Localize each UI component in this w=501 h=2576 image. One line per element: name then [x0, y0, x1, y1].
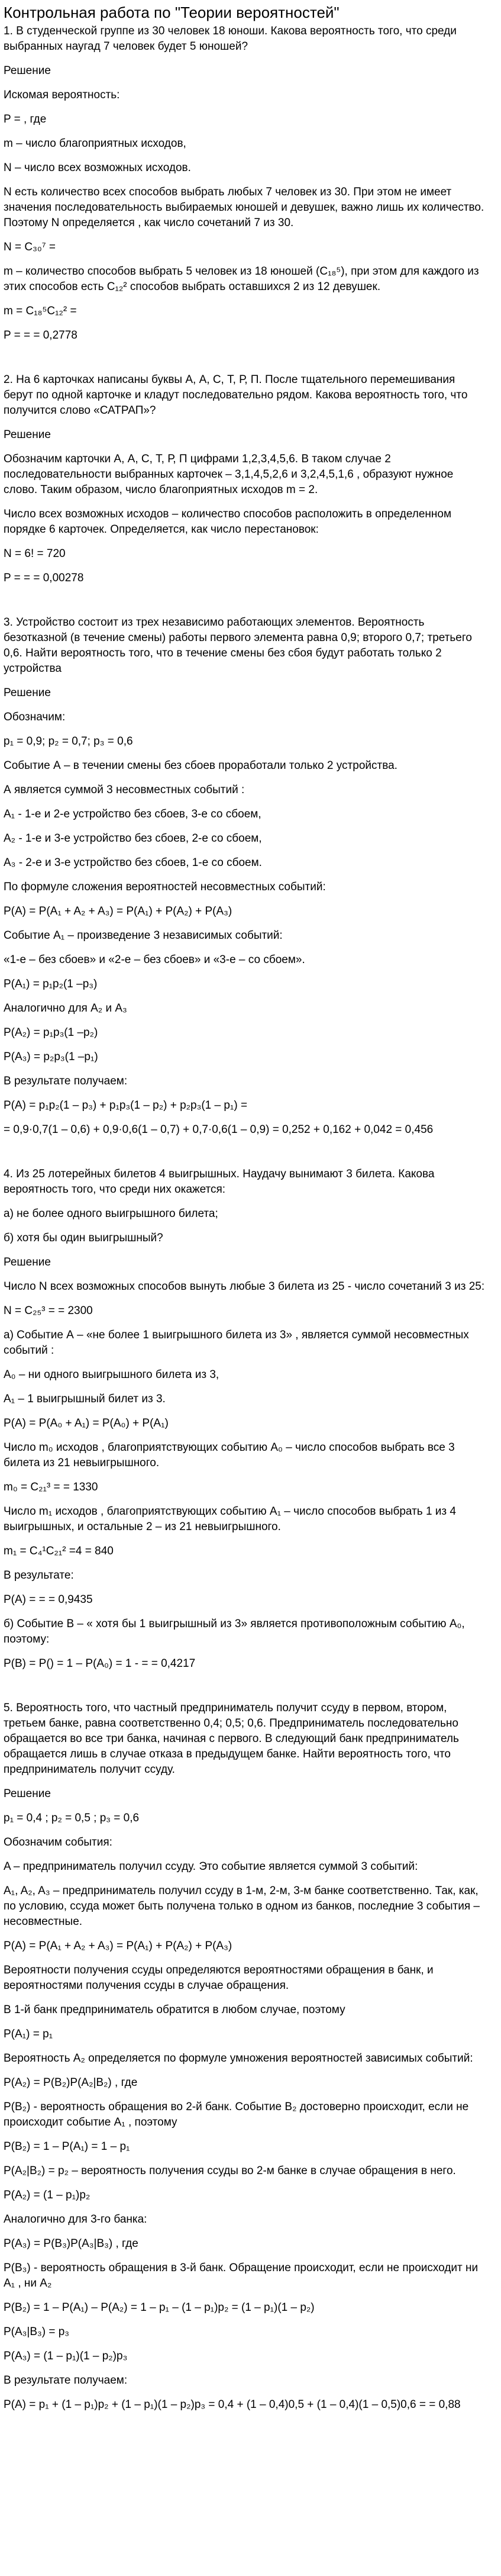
- task-statement: 5. Вероятность того, что частный предприниматель получит ссуду в первом, втором, третьем банке, равна соответственно 0,4; 0,5; 0,6. Предприниматель последовательно обращается во все три банка, начиная с первого. В следующий банк предприниматель обращается лишь в случае отказа в предыдущем банке. Найти вероятность того, что предприниматель получит ссуду.: [4, 1702, 459, 1776]
- section-gap: [4, 595, 486, 615]
- task-statement: 4. Из 25 лотерейных билетов 4 выигрышных. Наудачу вынимают 3 билета. Какова вероятность того, что среди них окажется:: [4, 1168, 435, 1196]
- solution-line: А является суммой 3 несовместных событий :: [4, 784, 245, 796]
- solution-line: Число всех возможных исходов – количество способов расположить в определенном порядке 6 карточек. Определяется, как число перестановок:: [4, 508, 452, 536]
- task-3: [4, 615, 486, 1138]
- task-statement: 3. Устройство состоит из трех независимо работающих элементов. Вероятность безотказной (в течение смены) работы первого элемента равна 0,9; второго 0,7; третьего 0,6. Найти вероятность того, что в течение смены без сбоя будут работать только 2 устройства: [4, 616, 472, 675]
- document-title: Контрольная работа по "Теории вероятностей": [4, 4, 340, 21]
- solution-line: P(A₂|B₂) = p₂ – вероятность получения ссуды во 2-м банке в случае обращения в него.: [4, 2165, 456, 2177]
- task-4: [4, 1167, 486, 1672]
- solution-line: а) Событие А – «не более 1 выигрышного билета из 3» , является суммой несовместных событий :: [4, 1329, 469, 1357]
- solution-line: Число m₁ исходов , благоприятствующих событию A₁ – число способов выбрать 1 из 4 выигрышных, и остальные 2 – из 21 невыигрышного.: [4, 1505, 456, 1533]
- solution-line: = 0,9·0,7(1 – 0,6) + 0,9·0,6(1 – 0,7) + 0,7·0,6(1 – 0,9) = 0,252 + 0,162 + 0,042 = 0,456: [4, 1123, 434, 1136]
- solution-line: Искомая вероятность:: [4, 89, 120, 101]
- solution-line: m – количество способов выбрать 5 человек из 18 юношей (C₁₈⁵), при этом для каждого из этих способов есть C₁₂² способов выбрать оставшихся 2 из 12 девушек.: [4, 265, 479, 293]
- solution-line: В результате получаем:: [4, 1075, 128, 1087]
- solution-line: N = C₃₀⁷ =: [4, 241, 56, 253]
- section-gap: [4, 1680, 486, 1701]
- solution-line: P(A) = P(A₁ + A₂ + A₃) = P(A₁) + P(A₂) + P(A₃): [4, 1940, 232, 1952]
- solution-line: P(A₁) = p₁p₂(1 –p₃): [4, 978, 98, 990]
- solution-line: P(A) = P(A₁ + A₂ + A₃) = P(A₁) + P(A₂) + P(A₃): [4, 905, 232, 917]
- solution-line: P(B) = P() = 1 – P(A₀) = 1 - = = 0,4217: [4, 1657, 196, 1670]
- solution-line: m = C₁₈⁵C₁₂² =: [4, 305, 77, 317]
- solution-line: P(A) = P(A₀ + A₁) = P(A₀) + P(A₁): [4, 1417, 169, 1429]
- solution-line: Событие А – в течении смены без сбоев проработали только 2 устройства.: [4, 759, 397, 772]
- section-gap: [4, 1147, 486, 1167]
- solution-line: A₁ – 1 выигрышный билет из 3.: [4, 1393, 166, 1405]
- solution-line: А₁ - 1-е и 2-е устройство без сбоев, 3-е со сбоем,: [4, 808, 261, 820]
- solution-line: P(A₂) = (1 – p₁)p₂: [4, 2189, 90, 2201]
- solution-line: m₀ = C₂₁³ = = 1330: [4, 1481, 98, 1493]
- solution-line: P(A) = p₁p₂(1 – p₃) + p₁p₃(1 – p₂) + p₂p₃(1 – p₁) =: [4, 1099, 248, 1112]
- solution-line: P(A₂) = p₁p₃(1 –p₂): [4, 1026, 98, 1039]
- solution-line: В результате:: [4, 1569, 74, 1582]
- solution-line: A₀ – ни одного выигрышного билета из 3,: [4, 1368, 219, 1381]
- solution-line: P = = = 0,2778: [4, 329, 77, 342]
- solution-line: Решение: [4, 687, 51, 699]
- solution-line: Обозначим карточки А, А, С, Т, Р, П цифрами 1,2,3,4,5,6. В таком случае 2 последовательности выбранных карточек – 3,1,4,5,2,6 и 3,2,4,5,1,6 , образуют нужное слово. Таким образом, число благоприятных исходов m = 2.: [4, 453, 454, 496]
- task-statement: 2. На 6 карточках написаны буквы А, А, С, Т, Р, П. После тщательного перемешивания берут по одной карточке и кладут последовательно рядом. Какова вероятность того, что получится слово «САТРАП»?: [4, 373, 468, 417]
- solution-line: P(B₂) = 1 – P(A₁) – P(A₂) = 1 – p₁ – (1 – p₁)p₂ = (1 – p₁)(1 – p₂): [4, 2301, 315, 2314]
- solution-line: А₃ - 2-е и 3-е устройство без сбоев, 1-е со сбоем.: [4, 856, 262, 869]
- solution-line: А₂ - 1-е и 3-е устройство без сбоев, 2-е со сбоем,: [4, 832, 262, 845]
- solution-line: N = C₂₅³ = = 2300: [4, 1305, 93, 1317]
- solution-line: Аналогично для A₂ и A₃: [4, 1002, 127, 1015]
- task-list: [4, 24, 486, 2413]
- solution-line: P = , где: [4, 113, 47, 125]
- solution-line: б) Событие В – « хотя бы 1 выигрышный из 3» является противоположным событию A₀, поэтому:: [4, 1618, 465, 1646]
- solution-line: В результате получаем:: [4, 2374, 128, 2387]
- task-1: [4, 24, 486, 343]
- solution-line: N – число всех возможных исходов.: [4, 162, 191, 174]
- solution-line: P(A₃) = (1 – p₁)(1 – p₂)p₃: [4, 2350, 128, 2362]
- solution-line: P(B₃) - вероятность обращения в 3-й банк. Обращение происходит, если не происходит ни A₁ , ни A₂: [4, 2262, 479, 2290]
- solution-line: Обозначим:: [4, 711, 66, 723]
- solution-line: а) не более одного выигрышного билета;: [4, 1208, 218, 1220]
- solution-line: «1-е – без сбоев» и «2-е – без сбоев» и «3-е – со сбоем».: [4, 954, 305, 966]
- solution-line: Число m₀ исходов , благоприятствующих событию A₀ – число способов выбрать все 3 билета из 21 невыигрышного.: [4, 1441, 455, 1469]
- task-statement: 1. В студенческой группе из 30 человек 18 юноши. Какова вероятность того, что среди выбранных наугад 7 человек будет 5 юношей?: [4, 25, 457, 53]
- section-gap: [4, 352, 486, 372]
- solution-line: Событие A₁ – произведение 3 независимых событий:: [4, 929, 283, 942]
- solution-line: P(A₃) = p₂p₃(1 –p₁): [4, 1051, 98, 1063]
- solution-line: N есть количество всех способов выбрать любых 7 человек из 30. При этом не имеет значения последовательность выбираемых юношей и девушек, важно лишь их количество. Поэтому N определяется , как число сочетаний 7 из 30.: [4, 186, 484, 229]
- solution-line: Число N всех возможных способов вынуть любые 3 билета из 25 - число сочетаний 3 из 25:: [4, 1280, 485, 1293]
- solution-line: P(A₃|B₃) = p₃: [4, 2326, 70, 2338]
- solution-line: m – число благоприятных исходов,: [4, 137, 186, 150]
- solution-line: В 1-й банк предприниматель обратится в любом случае, поэтому: [4, 2004, 345, 2016]
- solution-line: m₁ = C₄¹C₂₁² =4 = 840: [4, 1545, 114, 1557]
- solution-line: P(A₃) = P(B₃)P(A₃|B₃) , где: [4, 2237, 138, 2250]
- solution-line: Аналогично для 3-го банка:: [4, 2213, 147, 2226]
- solution-line: A₁, A₂, A₃ – предприниматель получил ссуду в 1-м, 2-м, 3-м банке соответственно. Так, как, по условию, ссуда может быть получена только в одном из банков, последние 3 события – несовместные.: [4, 1885, 480, 1928]
- solution-line: N = 6! = 720: [4, 548, 66, 560]
- solution-line: Решение: [4, 429, 51, 441]
- solution-line: P(A) = = = 0,9435: [4, 1593, 93, 1606]
- solution-line: p₁ = 0,9; p₂ = 0,7; p₃ = 0,6: [4, 735, 133, 748]
- solution-line: A – предприниматель получил ссуду. Это событие является суммой 3 событий:: [4, 1860, 418, 1873]
- solution-line: P = = = 0,00278: [4, 572, 84, 584]
- solution-line: P(B₂) = 1 – P(A₁) = 1 – p₁: [4, 2140, 130, 2153]
- solution-line: p₁ = 0,4 ; p₂ = 0,5 ; p₃ = 0,6: [4, 1812, 140, 1824]
- solution-line: P(B₂) - вероятность обращения во 2-й банк. Событие B₂ достоверно происходит, если не происходит событие A₁ , поэтому: [4, 2101, 469, 2129]
- solution-line: Вероятность A₂ определяется по формуле умножения вероятностей зависимых событий:: [4, 2052, 473, 2065]
- solution-line: Обозначим события:: [4, 1836, 112, 1849]
- solution-line: P(A) = p₁ + (1 – p₁)p₂ + (1 – p₁)(1 – p₂)p₃ = 0,4 + (1 – 0,4)0,5 + (1 – 0,4)(1 – 0,5)0,6 = = 0,88: [4, 2398, 461, 2411]
- task-5: [4, 1701, 486, 2413]
- task-2: [4, 372, 486, 586]
- solution-line: Решение: [4, 1256, 51, 1268]
- solution-line: P(A₁) = p₁: [4, 2028, 53, 2040]
- solution-line: Решение: [4, 65, 51, 77]
- solution-line: По формуле сложения вероятностей несовместных событий:: [4, 881, 326, 893]
- solution-line: Решение: [4, 1788, 51, 1800]
- solution-line: б) хотя бы один выигрышный?: [4, 1232, 163, 1244]
- solution-line: Вероятности получения ссуды определяются вероятностями обращения в банк, и вероятностями получения ссуды в случае обращения.: [4, 1964, 434, 1992]
- solution-line: P(A₂) = P(B₂)P(A₂|B₂) , где: [4, 2076, 138, 2089]
